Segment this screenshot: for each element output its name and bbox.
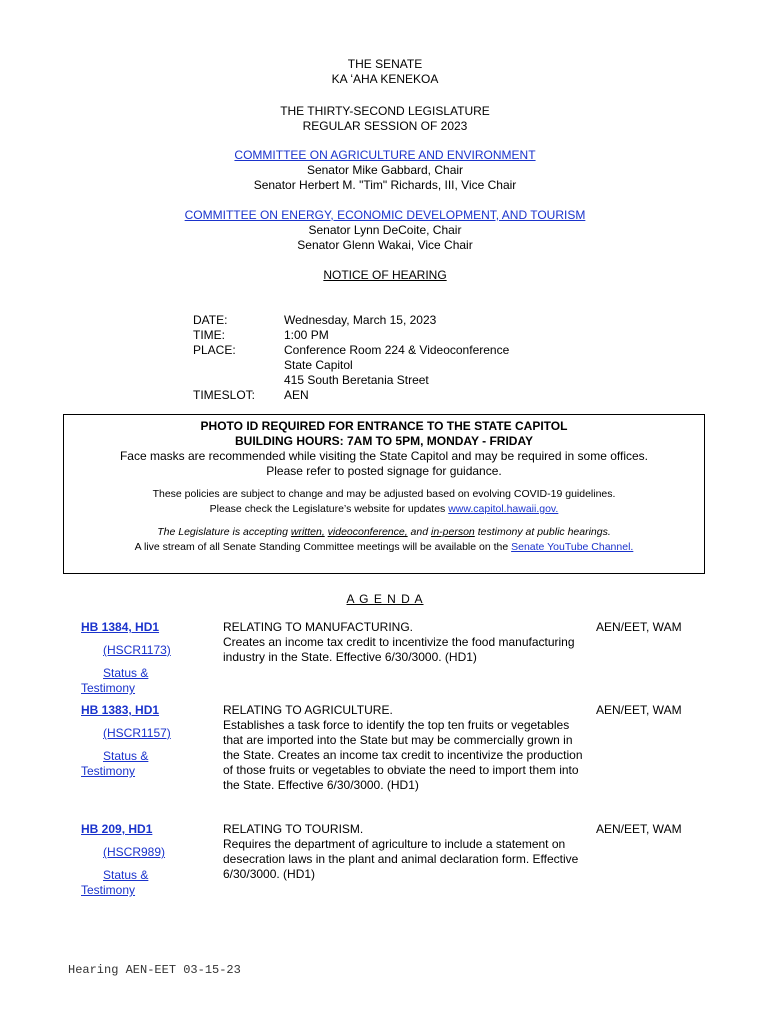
committee-eet-vice-chair: Senator Glenn Wakai, Vice Chair xyxy=(297,238,473,252)
written-text: written, xyxy=(290,526,325,538)
place-label: PLACE: xyxy=(193,343,236,357)
date-value: Wednesday, March 15, 2023 xyxy=(284,313,437,327)
bill-summary: Creates an income tax credit to incentivize the food manufacturing industry in the State. Effective 6/30/3000. (HD1) xyxy=(223,635,575,664)
bill-description xyxy=(223,620,588,665)
committee-eet-chair: Senator Lynn DeCoite, Chair xyxy=(308,223,462,237)
senate-line: THE SENATE xyxy=(347,57,423,71)
bill-title: RELATING TO TOURISM. xyxy=(223,822,364,836)
bill-description xyxy=(223,822,588,882)
signage-notice: Please refer to posted signage for guidance. xyxy=(266,464,502,478)
place-address: 415 South Beretania Street xyxy=(284,373,429,387)
bill-link[interactable]: HB 209, HD1 xyxy=(81,822,153,836)
committee-aen-link[interactable]: COMMITTEE ON AGRICULTURE AND ENVIRONMENT xyxy=(234,148,536,162)
time-value: 1:00 PM xyxy=(284,328,329,342)
hscr-link[interactable]: (HSCR1173) xyxy=(103,643,171,657)
bill-title: RELATING TO AGRICULTURE. xyxy=(223,703,393,717)
mask-notice: Face masks are recommended while visiting the State Capitol and may be required in some offices. xyxy=(119,449,649,463)
testimony-text: The Legislature is accepting xyxy=(157,526,291,538)
bill-link[interactable]: HB 1384, HD1 xyxy=(81,620,160,634)
testimony-end-text: testimony at public hearings. xyxy=(474,526,611,538)
notice-title xyxy=(0,268,770,283)
referral: AEN/EET, WAM xyxy=(596,822,682,836)
page-footer: Hearing AEN-EET 03-15-23 xyxy=(68,963,241,977)
bill-description xyxy=(223,703,588,793)
status-testimony-label: Status & Testimony xyxy=(81,666,149,695)
agenda-title: A G E N D A xyxy=(346,592,424,606)
place-value: Conference Room 224 & Videoconference xyxy=(284,343,510,357)
legislature-line: THE THIRTY-SECOND LEGISLATURE xyxy=(280,104,490,118)
place-building: State Capitol xyxy=(284,358,353,372)
status-testimony-link[interactable] xyxy=(81,666,191,696)
status-testimony-label: Status & Testimony xyxy=(81,749,149,778)
youtube-channel-link[interactable]: Senate YouTube Channel. xyxy=(511,541,634,553)
capitol-website-link[interactable]: www.capitol.hawaii.gov. xyxy=(448,503,559,515)
website-line xyxy=(64,502,704,517)
timeslot-value: AEN xyxy=(284,388,309,402)
in-person-text: in-person xyxy=(431,526,475,538)
committee-aen xyxy=(0,148,770,193)
bill-summary: Establishes a task force to identify the top ten fruits or vegetables that are imported into the State but may be commercially grown in the State. Creates an income tax credit to incentivize the production of those fruits or vegetables to obviate the need to import them into the State. Effective 6/30/3000. (HD1) xyxy=(223,718,583,792)
testimony-line xyxy=(64,525,704,540)
bill-title: RELATING TO MANUFACTURING. xyxy=(223,620,414,634)
legislature-title xyxy=(0,104,770,134)
bill-summary: Requires the department of agriculture to include a statement on desecration laws in the plant and animal declaration form. Effective 6/30/3000. (HD1) xyxy=(223,837,579,881)
committee-eet xyxy=(0,208,770,253)
building-hours: BUILDING HOURS: 7AM TO 5PM, MONDAY - FRIDAY xyxy=(234,434,534,448)
bill-link[interactable]: HB 1383, HD1 xyxy=(81,703,160,717)
committee-eet-link[interactable]: COMMITTEE ON ENERGY, ECONOMIC DEVELOPMENT, AND TOURISM xyxy=(184,208,586,222)
session-line: REGULAR SESSION OF 2023 xyxy=(302,119,468,133)
date-label: DATE: xyxy=(193,313,228,327)
senate-title xyxy=(0,57,770,87)
livestream-text: A live stream of all Senate Standing Committee meetings will be available on the xyxy=(134,541,512,553)
timeslot-label: TIMESLOT: xyxy=(193,388,256,402)
covid-policy: These policies are subject to change and may be adjusted based on evolving COVID-19 guidelines. xyxy=(152,488,616,500)
referral: AEN/EET, WAM xyxy=(596,620,682,634)
hscr-link[interactable]: (HSCR1157) xyxy=(103,726,171,740)
status-testimony-link[interactable] xyxy=(81,868,191,898)
referral: AEN/EET, WAM xyxy=(596,703,682,717)
photo-id-notice: PHOTO ID REQUIRED FOR ENTRANCE TO THE STATE CAPITOL xyxy=(200,419,568,433)
hearing-details xyxy=(193,313,509,403)
status-testimony-link[interactable] xyxy=(81,749,191,779)
status-testimony-label: Status & Testimony xyxy=(81,868,149,897)
committee-aen-vice-chair: Senator Herbert M. "Tim" Richards, III, Vice Chair xyxy=(253,178,517,192)
and-text: and xyxy=(407,526,431,538)
notice-box xyxy=(63,414,705,574)
hscr-link[interactable]: (HSCR989) xyxy=(103,845,166,859)
videoconference-text: videoconference, xyxy=(327,526,408,538)
committee-aen-chair: Senator Mike Gabbard, Chair xyxy=(306,163,464,177)
website-text: Please check the Legislature’s website for updates xyxy=(209,503,449,515)
time-label: TIME: xyxy=(193,328,225,342)
livestream-line xyxy=(64,540,704,555)
notice-of-hearing: NOTICE OF HEARING xyxy=(323,268,447,282)
senate-hawaiian-line: KA ʻAHA KENEKOA xyxy=(331,72,439,86)
